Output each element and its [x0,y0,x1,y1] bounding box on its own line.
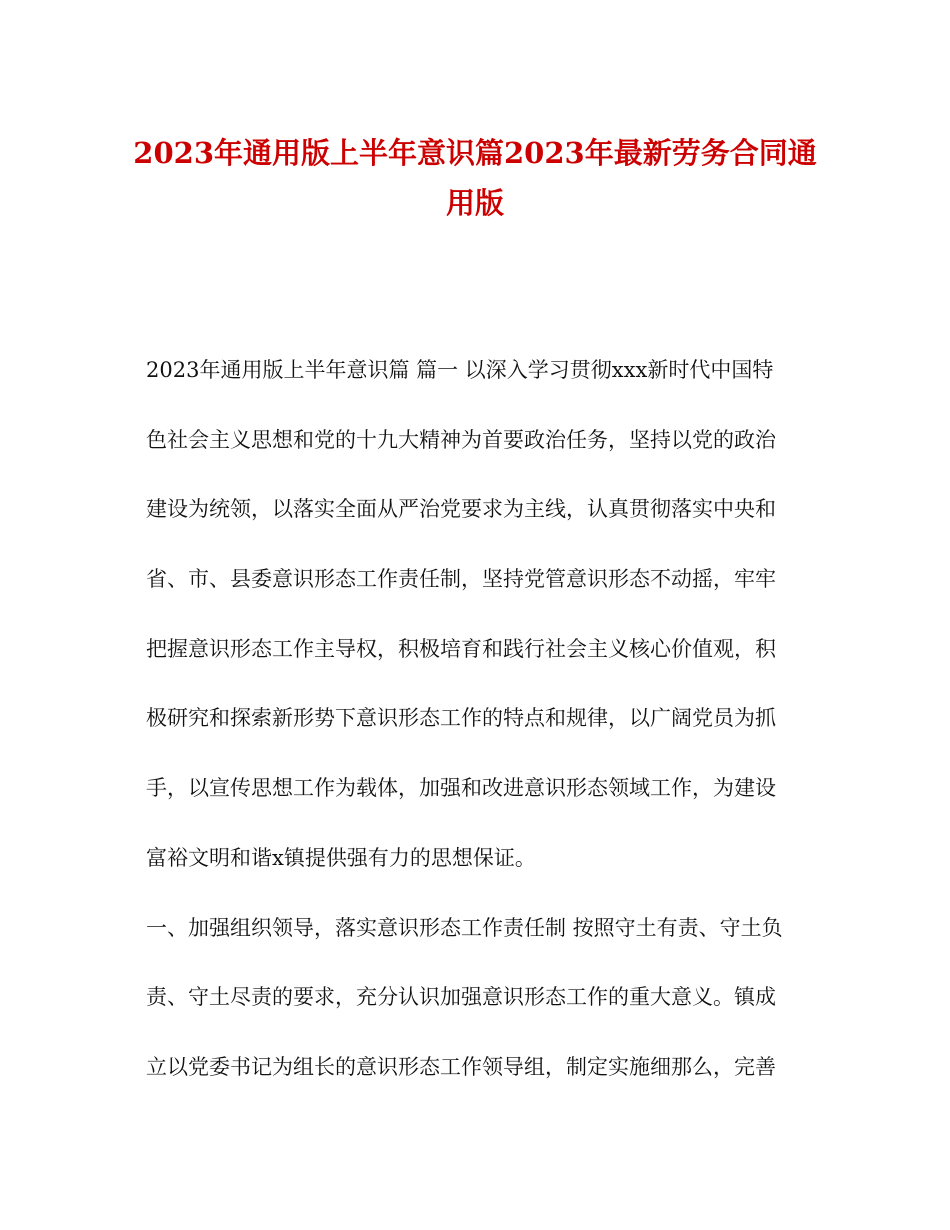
body-line-2: 色社会主义思想和党的十九大精神为首要政治任务，坚持以党的政治 [146,427,776,452]
body-line-1: 2023年通用版上半年意识篇 篇一 以深入学习贯彻xxx新时代中国特 [146,358,774,382]
body-line-6: 极研究和探索新形势下意识形态工作的特点和规律，以广阔党员为抓 [146,706,776,731]
document-body [146,336,808,1103]
body-line-3: 建设为统领，以落实全面从严治党要求为主线，认真贯彻落实中央和 [146,497,776,522]
body-line-9: 一、加强组织领导，落实意识形态工作责任制 按照守土有责、守土负 [146,915,783,940]
body-line-10: 责、守土尽责的要求，充分认识加强意识形态工作的重大意义。镇成 [146,985,776,1010]
document-title: 2023年通用版上半年意识篇2023年最新劳务合同通用版 [133,136,817,220]
body-line-4: 省、市、县委意识形态工作责任制，坚持党管意识形态不动摇，牢牢 [146,567,776,592]
body-line-8: 富裕文明和谐x镇提供强有力的思想保证。 [146,845,536,870]
body-line-11: 立以党委书记为组长的意识形态工作领导组，制定实施细那么，完善 [146,1054,776,1079]
body-line-7: 手，以宣传思想工作为载体，加强和改进意识形态领域工作，为建设 [146,776,776,801]
body-line-5: 把握意识形态工作主导权，积极培育和践行社会主义核心价值观，积 [146,636,776,661]
